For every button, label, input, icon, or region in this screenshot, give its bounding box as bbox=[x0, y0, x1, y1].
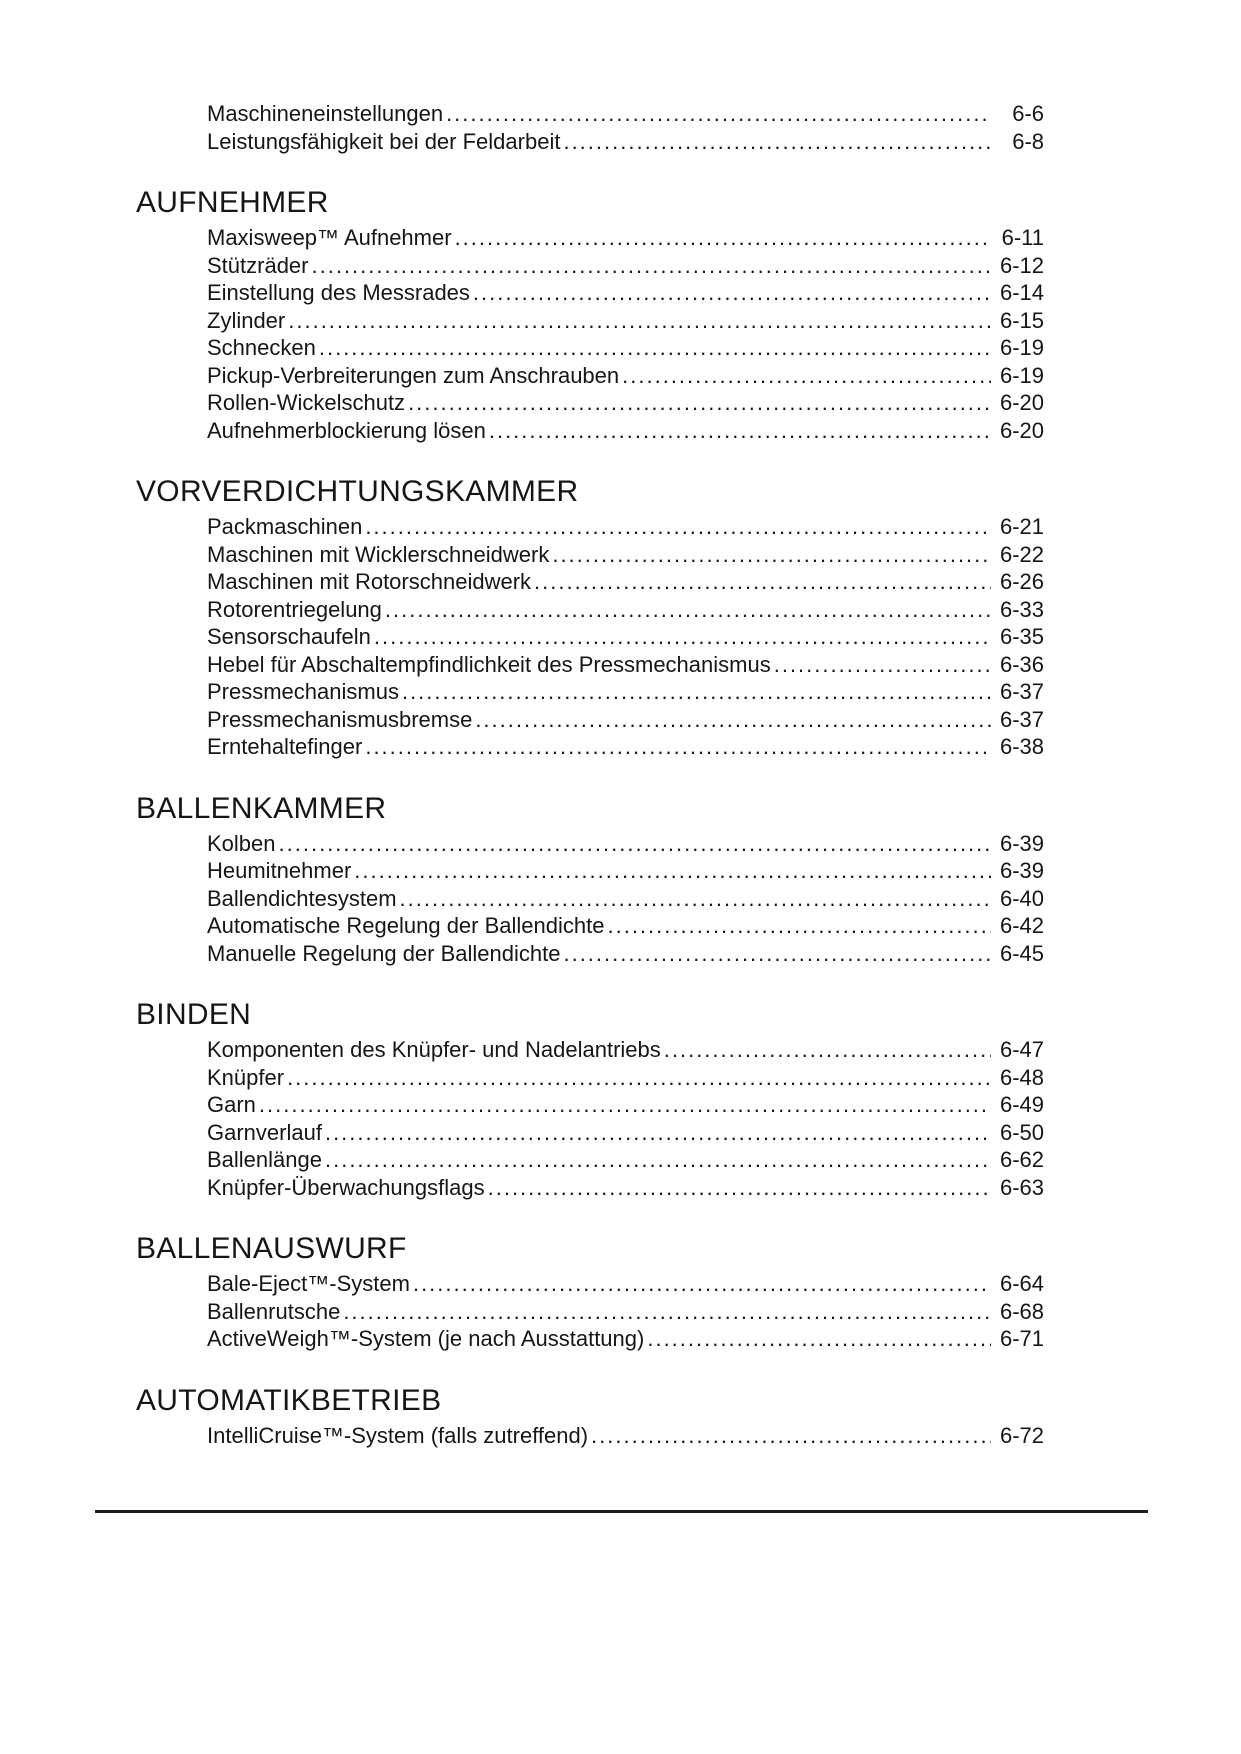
dot-leader bbox=[408, 389, 991, 417]
entry-page-number: 6-15 bbox=[999, 307, 1044, 333]
entry-label: Garn bbox=[207, 1092, 256, 1117]
entry-page-number: 6-49 bbox=[999, 1092, 1044, 1117]
entry-page-number: 6-36 bbox=[999, 651, 1044, 677]
toc-entry bbox=[207, 1298, 1044, 1326]
entry-label: Automatische Regelung der Ballendichte bbox=[207, 913, 605, 938]
dot-leader bbox=[473, 279, 991, 307]
toc-entry bbox=[207, 857, 1044, 885]
toc-entry bbox=[207, 568, 1044, 596]
toc-entry bbox=[207, 1146, 1044, 1174]
entry-label: Kolben bbox=[207, 830, 276, 856]
entry-label: Maschinen mit Wicklerschneidwerk bbox=[207, 541, 550, 567]
section-entries bbox=[207, 224, 1044, 444]
entry-label: Pressmechanismusbremse bbox=[207, 706, 473, 732]
dot-leader bbox=[312, 252, 992, 280]
toc-entry bbox=[207, 224, 1044, 252]
toc-section bbox=[136, 1231, 1044, 1353]
entry-page-number: 6-8 bbox=[1012, 128, 1044, 154]
section-entries bbox=[207, 513, 1044, 761]
entry-page-number: 6-40 bbox=[999, 885, 1044, 911]
entry-label: Hebel für Abschaltempfindlichkeit des Pressmechanismus bbox=[207, 651, 771, 677]
toc-entry bbox=[207, 252, 1044, 280]
dot-leader bbox=[607, 912, 991, 940]
toc-entry bbox=[207, 417, 1044, 445]
entry-page-number: 6-20 bbox=[999, 417, 1044, 443]
toc-entry bbox=[207, 678, 1044, 706]
dot-leader bbox=[287, 1064, 991, 1092]
dot-leader bbox=[365, 733, 991, 761]
toc-entry bbox=[207, 912, 1044, 940]
section-title: BINDEN bbox=[136, 998, 252, 1031]
section-entries bbox=[207, 830, 1044, 968]
dot-leader bbox=[402, 678, 991, 706]
entry-label: IntelliCruise™-System (falls zutreffend) bbox=[207, 1422, 589, 1448]
dot-leader bbox=[288, 307, 991, 335]
entry-page-number: 6-11 bbox=[1001, 225, 1044, 250]
toc-entry bbox=[207, 128, 1044, 156]
dot-leader bbox=[647, 1325, 991, 1353]
entry-page-number: 6-62 bbox=[999, 1147, 1044, 1172]
dot-leader bbox=[475, 706, 991, 734]
toc-entry bbox=[207, 1174, 1044, 1202]
entry-page-number: 6-19 bbox=[999, 362, 1044, 388]
toc-entry bbox=[207, 706, 1044, 734]
toc-entry bbox=[207, 596, 1044, 624]
dot-leader bbox=[552, 541, 991, 569]
entry-label: Leistungsfähigkeit bei der Feldarbeit bbox=[207, 128, 561, 154]
entry-label: Maschinen mit Rotorschneidwerk bbox=[207, 569, 532, 594]
entry-label: Stützräder bbox=[207, 252, 309, 278]
entry-label: Ballenlänge bbox=[207, 1147, 322, 1172]
entry-page-number: 6-45 bbox=[999, 940, 1044, 966]
section-entries bbox=[207, 1270, 1044, 1353]
entry-page-number: 6-6 bbox=[1012, 101, 1044, 126]
entry-label: Garnverlauf bbox=[207, 1119, 322, 1145]
entry-page-number: 6-71 bbox=[999, 1326, 1044, 1351]
entry-page-number: 6-39 bbox=[999, 858, 1044, 883]
entry-label: Manuelle Regelung der Ballendichte bbox=[207, 940, 561, 966]
dot-leader bbox=[385, 596, 991, 624]
entry-page-number: 6-68 bbox=[999, 1298, 1044, 1324]
toc-entry bbox=[207, 100, 1044, 128]
entry-label: Maschineneinstellungen bbox=[207, 101, 444, 126]
entry-page-number: 6-37 bbox=[999, 679, 1044, 704]
toc-entry bbox=[207, 623, 1044, 651]
dot-leader bbox=[413, 1270, 991, 1298]
entry-label: Rotorentriegelung bbox=[207, 596, 382, 622]
entry-label: Zylinder bbox=[207, 307, 286, 333]
toc-section bbox=[136, 100, 1044, 155]
toc-entry bbox=[207, 1270, 1044, 1298]
entry-label: Erntehaltefinger bbox=[207, 734, 363, 759]
toc-entry bbox=[207, 307, 1044, 335]
dot-leader bbox=[664, 1036, 991, 1064]
dot-leader bbox=[319, 334, 991, 362]
toc-entry bbox=[207, 1422, 1044, 1450]
dot-leader bbox=[591, 1422, 991, 1450]
toc-entry bbox=[207, 389, 1044, 417]
entry-page-number: 6-42 bbox=[999, 913, 1044, 938]
dot-leader bbox=[455, 224, 991, 252]
dot-leader bbox=[534, 568, 991, 596]
entry-label: Heumitnehmer bbox=[207, 858, 352, 883]
toc-entry bbox=[207, 362, 1044, 390]
toc-entry bbox=[207, 1325, 1044, 1353]
entry-label: Pickup-Verbreiterungen zum Anschrauben bbox=[207, 362, 620, 388]
toc-section bbox=[136, 474, 1044, 761]
section-entries bbox=[207, 1036, 1044, 1201]
entry-label: Sensorschaufeln bbox=[207, 624, 371, 649]
dot-leader bbox=[400, 885, 991, 913]
entry-label: Pressmechanismus bbox=[207, 679, 399, 704]
entry-label: Komponenten des Knüpfer- und Nadelantriebs bbox=[207, 1037, 661, 1062]
dot-leader bbox=[365, 513, 991, 541]
entry-label: Einstellung des Messrades bbox=[207, 280, 470, 305]
entry-label: Aufnehmerblockierung lösen bbox=[207, 417, 486, 443]
dot-leader bbox=[489, 417, 991, 445]
entry-label: Maxisweep™ Aufnehmer bbox=[207, 225, 452, 250]
toc-entry bbox=[207, 541, 1044, 569]
entry-page-number: 6-35 bbox=[999, 624, 1044, 649]
dot-leader bbox=[774, 651, 991, 679]
toc-entry bbox=[207, 651, 1044, 679]
entry-label: Packmaschinen bbox=[207, 514, 363, 539]
entry-page-number: 6-47 bbox=[999, 1037, 1044, 1062]
toc-section bbox=[136, 791, 1044, 968]
entry-label: Ballendichtesystem bbox=[207, 885, 397, 911]
entry-page-number: 6-26 bbox=[999, 569, 1044, 594]
entry-page-number: 6-14 bbox=[999, 280, 1044, 305]
dot-leader bbox=[259, 1091, 991, 1119]
entry-page-number: 6-48 bbox=[999, 1064, 1044, 1090]
toc-entry bbox=[207, 885, 1044, 913]
section-title: BALLENAUSWURF bbox=[136, 1232, 407, 1265]
dot-leader bbox=[343, 1298, 991, 1326]
dot-leader bbox=[279, 830, 991, 858]
dot-leader bbox=[446, 100, 991, 128]
entry-page-number: 6-39 bbox=[999, 830, 1044, 856]
entry-label: Ballenrutsche bbox=[207, 1298, 341, 1324]
dot-leader bbox=[325, 1119, 991, 1147]
toc-entry bbox=[207, 1119, 1044, 1147]
section-entries bbox=[207, 1422, 1044, 1450]
entry-page-number: 6-22 bbox=[999, 541, 1044, 567]
section-title: VORVERDICHTUNGSKAMMER bbox=[136, 475, 579, 508]
entry-page-number: 6-33 bbox=[999, 596, 1044, 622]
dot-leader bbox=[563, 128, 991, 156]
entry-page-number: 6-72 bbox=[999, 1422, 1044, 1448]
footer-rule bbox=[95, 1510, 1148, 1513]
dot-leader bbox=[488, 1174, 991, 1202]
toc-entry bbox=[207, 513, 1044, 541]
entry-label: Schnecken bbox=[207, 335, 316, 360]
entry-page-number: 6-38 bbox=[999, 734, 1044, 759]
entry-label: Rollen-Wickelschutz bbox=[207, 390, 406, 415]
entry-page-number: 6-19 bbox=[999, 335, 1044, 360]
dot-leader bbox=[325, 1146, 991, 1174]
section-title: BALLENKAMMER bbox=[136, 791, 387, 825]
dot-leader bbox=[374, 623, 991, 651]
entry-label: ActiveWeigh™-System (je nach Ausstattung) bbox=[207, 1326, 645, 1351]
entry-page-number: 6-37 bbox=[999, 706, 1044, 732]
entry-page-number: 6-50 bbox=[999, 1119, 1044, 1145]
entry-page-number: 6-64 bbox=[999, 1271, 1044, 1296]
table-of-contents bbox=[136, 100, 1044, 1479]
entry-page-number: 6-63 bbox=[999, 1174, 1044, 1200]
toc-entry bbox=[207, 1091, 1044, 1119]
toc-section bbox=[136, 997, 1044, 1201]
toc-entry bbox=[207, 279, 1044, 307]
dot-leader bbox=[354, 857, 991, 885]
entry-label: Knüpfer-Überwachungsflags bbox=[207, 1174, 485, 1200]
entry-page-number: 6-20 bbox=[999, 390, 1044, 415]
toc-entry bbox=[207, 334, 1044, 362]
toc-entry bbox=[207, 1036, 1044, 1064]
toc-entry bbox=[207, 1064, 1044, 1092]
dot-leader bbox=[563, 940, 991, 968]
toc-entry bbox=[207, 830, 1044, 858]
dot-leader bbox=[622, 362, 991, 390]
toc-entry bbox=[207, 940, 1044, 968]
toc-section bbox=[136, 1383, 1044, 1450]
toc-section bbox=[136, 185, 1044, 444]
toc-entry bbox=[207, 733, 1044, 761]
entry-page-number: 6-21 bbox=[999, 514, 1044, 539]
entry-label: Knüpfer bbox=[207, 1064, 285, 1090]
section-title: AUFNEHMER bbox=[136, 186, 329, 219]
section-title: AUTOMATIKBETRIEB bbox=[136, 1383, 442, 1417]
entry-page-number: 6-12 bbox=[999, 252, 1044, 278]
section-entries bbox=[207, 100, 1044, 155]
entry-label: Bale-Eject™-System bbox=[207, 1271, 410, 1296]
